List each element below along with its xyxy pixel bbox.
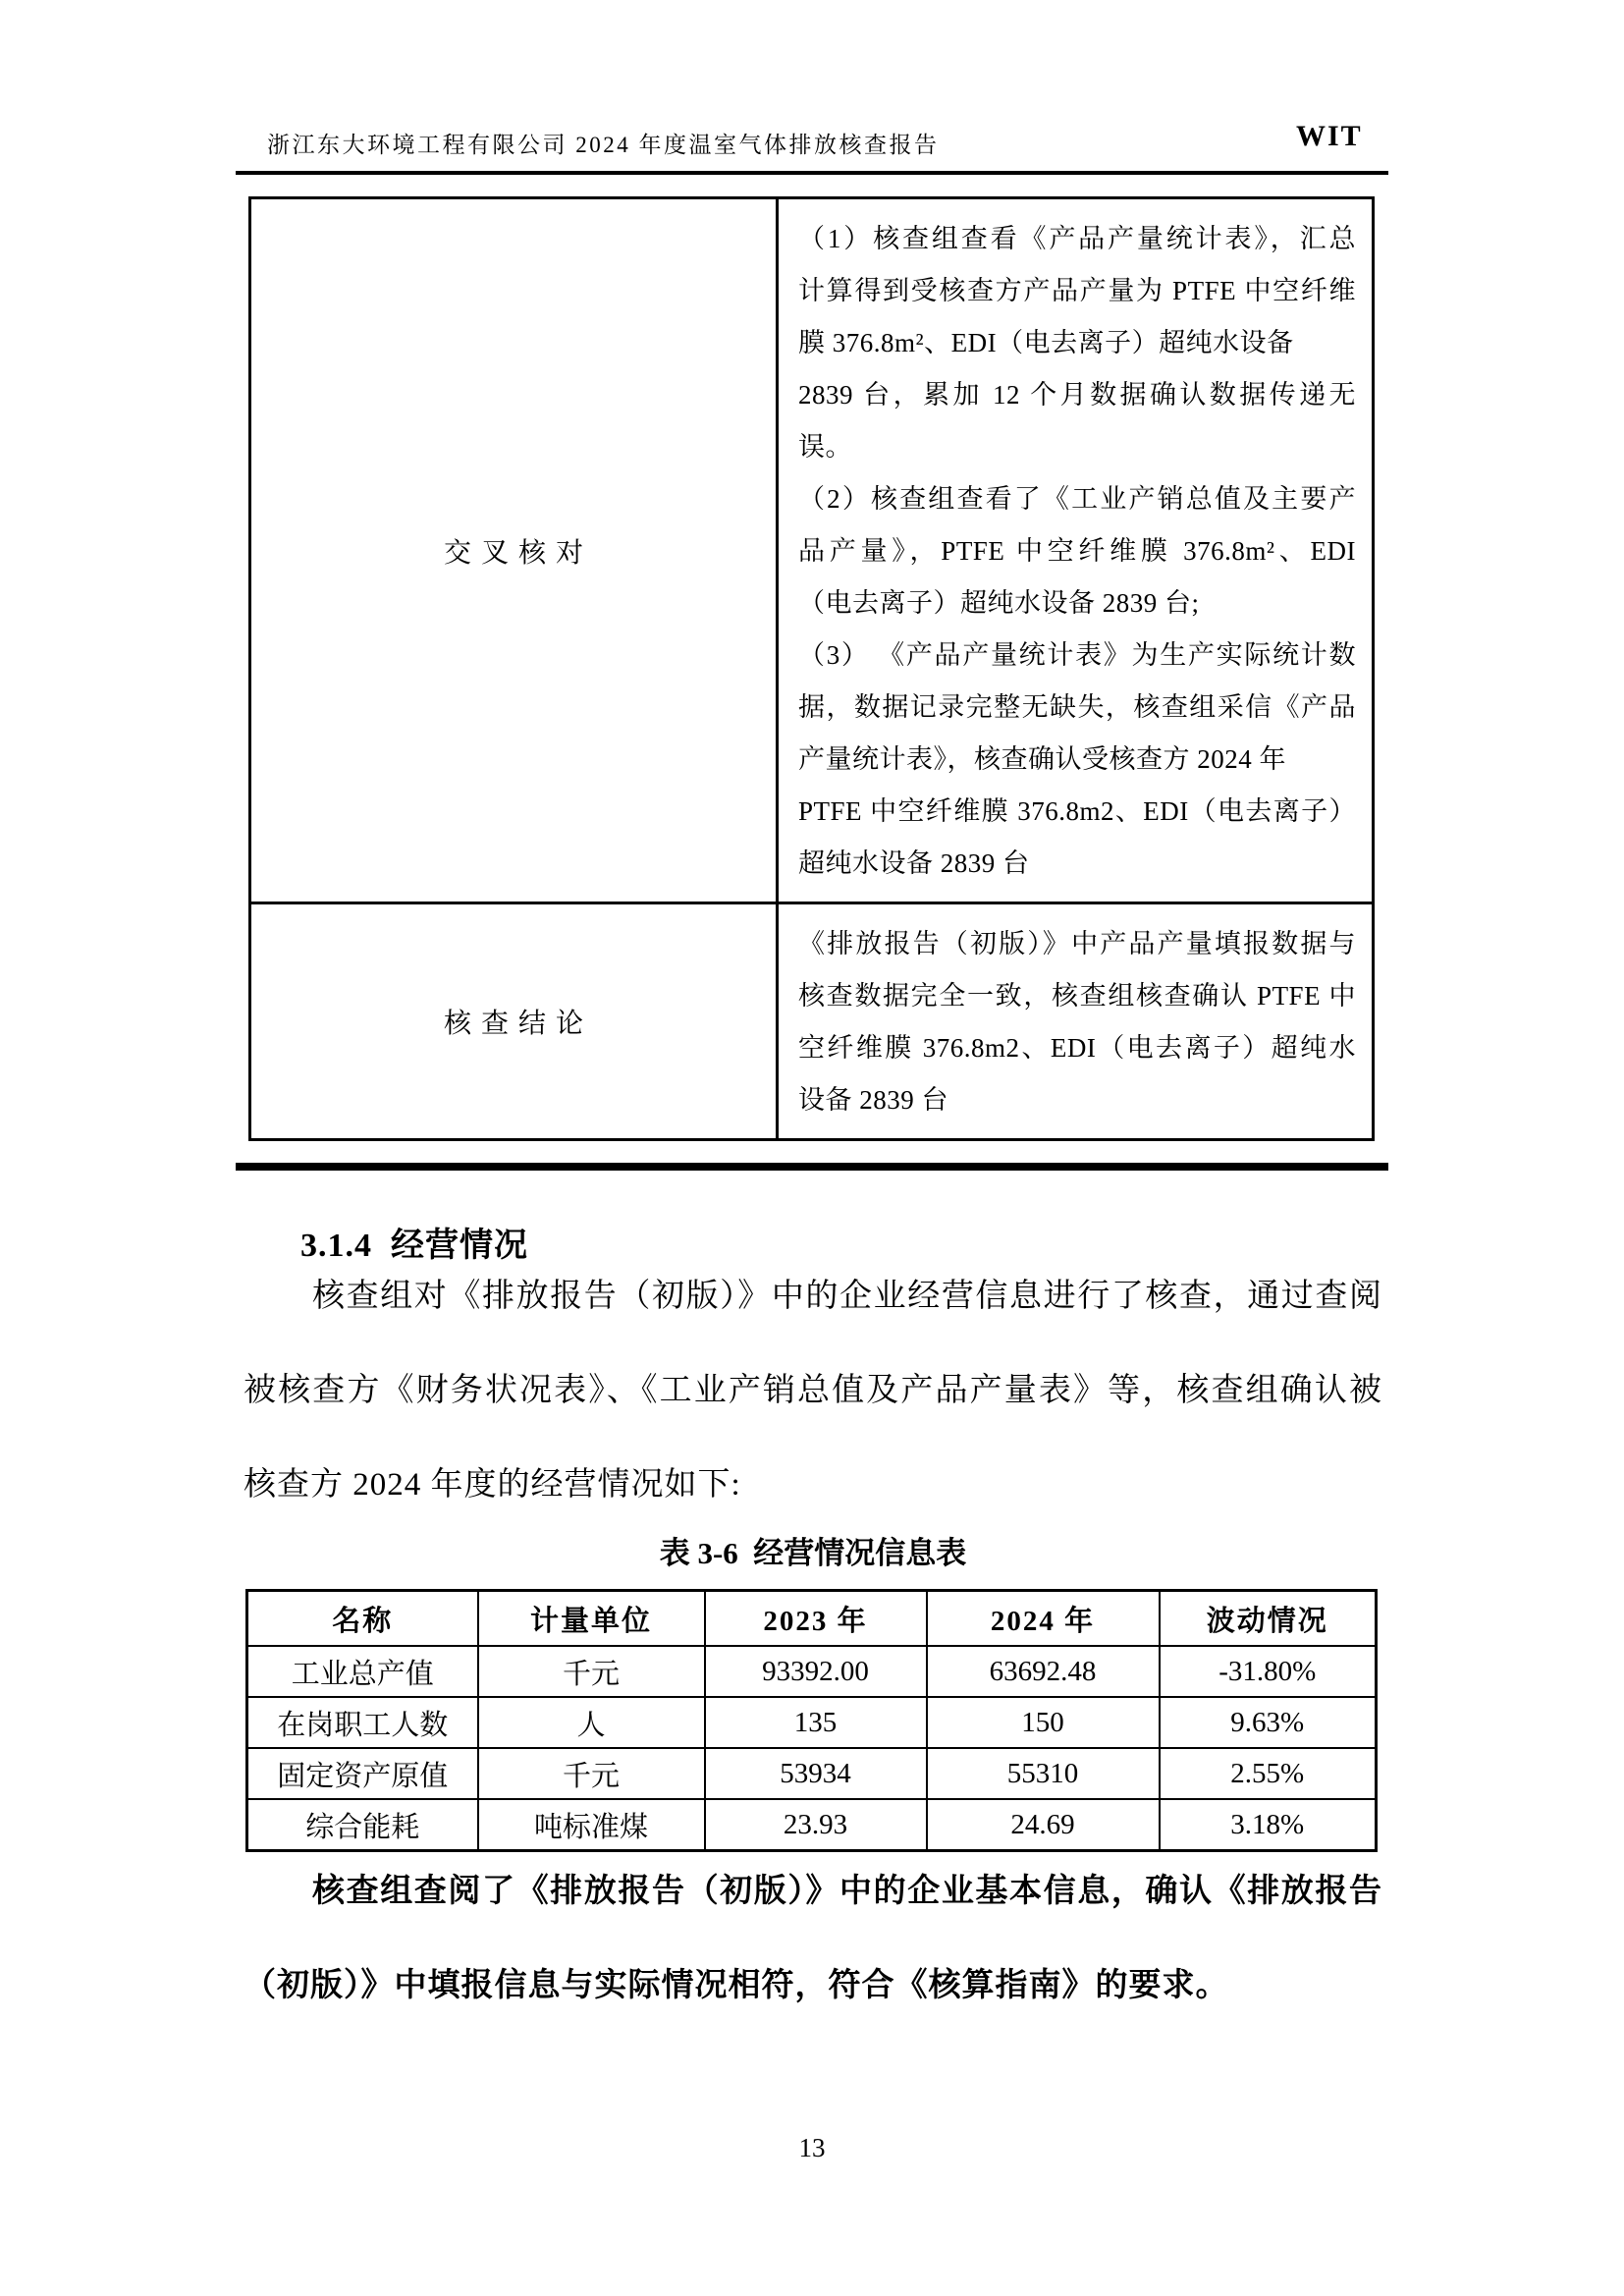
wit-mark: WIT [1296, 120, 1363, 152]
column-header-2024: 2024 年 [927, 1591, 1160, 1647]
table-cell: 23.93 [705, 1799, 927, 1851]
content-line: 设备 2839 台 [798, 1085, 948, 1115]
table-row-conclusion [251, 902, 1372, 1138]
row-content [779, 904, 1372, 1138]
table-cell: 3.18% [1160, 1799, 1377, 1851]
table-row [247, 1697, 1377, 1748]
table-cell: 综合能耗 [247, 1799, 478, 1851]
table-cell: 千元 [478, 1748, 705, 1799]
table-row-cross-check [251, 199, 1372, 902]
row-label: 交叉核对 [251, 199, 779, 902]
table-cell: 55310 [927, 1748, 1160, 1799]
table-cell: -31.80% [1160, 1646, 1377, 1697]
content-line: 2839 台，累加 12 个月数据确认数据传递无 [798, 380, 1356, 410]
paragraph-line: 被核查方《财务状况表》、《工业产销总值及产品产量表》等，核查组确认被 [244, 1373, 1382, 1408]
content-line: 计算得到受核查方产品产量为 PTFE 中空纤维 [798, 276, 1356, 305]
table-cell: 24.69 [927, 1799, 1160, 1851]
paragraph-basic-info-conclusion [244, 1844, 1382, 2033]
section-separator [236, 1163, 1388, 1171]
table-caption: 表 3-6 经营情况信息表 [659, 1536, 967, 1570]
content-line: （电去离子）超纯水设备 2839 台; [798, 588, 1200, 618]
content-line: 产量统计表》，核查确认受核查方 2024 年 [798, 744, 1286, 774]
section-heading: 3.1.4 经营情况 [300, 1228, 528, 1264]
table-cell: 工业总产值 [247, 1646, 478, 1697]
paragraph-line: 核查方 2024 年度的经营情况如下: [244, 1467, 741, 1503]
content-line: 核查数据完全一致，核查组核查确认 PTFE 中 [798, 981, 1356, 1011]
content-line: （2）核查组查看了《工业产销总值及主要产 [798, 484, 1356, 514]
table-cell: 93392.00 [705, 1646, 927, 1697]
table-row [247, 1799, 1377, 1851]
report-header-title: 浙江东大环境工程有限公司 2024 年度温室气体排放核查报告 [267, 133, 940, 157]
column-header-2023: 2023 年 [705, 1591, 927, 1647]
table-cell: 人 [478, 1697, 705, 1748]
table-cell: 固定资产原值 [247, 1748, 478, 1799]
content-line: 误。 [798, 432, 852, 462]
table-header-row [247, 1591, 1377, 1647]
content-line: PTFE 中空纤维膜 376.8m2、EDI（电去离子） [798, 796, 1356, 826]
row-content [779, 199, 1372, 902]
content-line: 《排放报告（初版）》中产品产量填报数据与 [798, 929, 1356, 958]
table-row [247, 1748, 1377, 1799]
table-cell: 135 [705, 1697, 927, 1748]
content-line: （3） 《产品产量统计表》为生产实际统计数 [798, 640, 1356, 670]
page-number: 13 [798, 2133, 826, 2162]
table-cell: 2.55% [1160, 1748, 1377, 1799]
paragraph-line: 核查组对《排放报告（初版）》中的企业经营信息进行了核查，通过查阅 [312, 1279, 1382, 1314]
table-cell: 150 [927, 1697, 1160, 1748]
column-header-name: 名称 [247, 1591, 478, 1647]
header-divider [236, 171, 1388, 175]
table-cell: 53934 [705, 1748, 927, 1799]
table-cell: 9.63% [1160, 1697, 1377, 1748]
paragraph-line: （初版）》中填报信息与实际情况相符，符合《核算指南》的要求。 [244, 1968, 1229, 2003]
row-label: 核查结论 [251, 904, 779, 1138]
table-cell: 吨标准煤 [478, 1799, 705, 1851]
table-cell: 千元 [478, 1646, 705, 1697]
content-line: 超纯水设备 2839 台 [798, 848, 1030, 878]
table-cell: 63692.48 [927, 1646, 1160, 1697]
business-info-table [245, 1589, 1378, 1852]
content-line: 据，数据记录完整无缺失，核查组采信《产品 [798, 692, 1356, 722]
content-line: 空纤维膜 376.8m2、EDI（电去离子）超纯水 [798, 1033, 1356, 1063]
paragraph-operating-status [244, 1249, 1382, 1532]
column-header-fluctuation: 波动情况 [1160, 1591, 1377, 1647]
content-line: 品产量》，PTFE 中空纤维膜 376.8m²、EDI [798, 536, 1356, 566]
table-row [247, 1646, 1377, 1697]
verification-table [248, 196, 1375, 1141]
content-line: （1）核查组查看《产品产量统计表》，汇总 [798, 224, 1356, 253]
column-header-unit: 计量单位 [478, 1591, 705, 1647]
table-cell: 在岗职工人数 [247, 1697, 478, 1748]
paragraph-line: 核查组查阅了《排放报告（初版）》中的企业基本信息，确认《排放报告 [312, 1874, 1382, 1909]
content-line: 膜 376.8m²、EDI（电去离子）超纯水设备 [798, 328, 1294, 357]
